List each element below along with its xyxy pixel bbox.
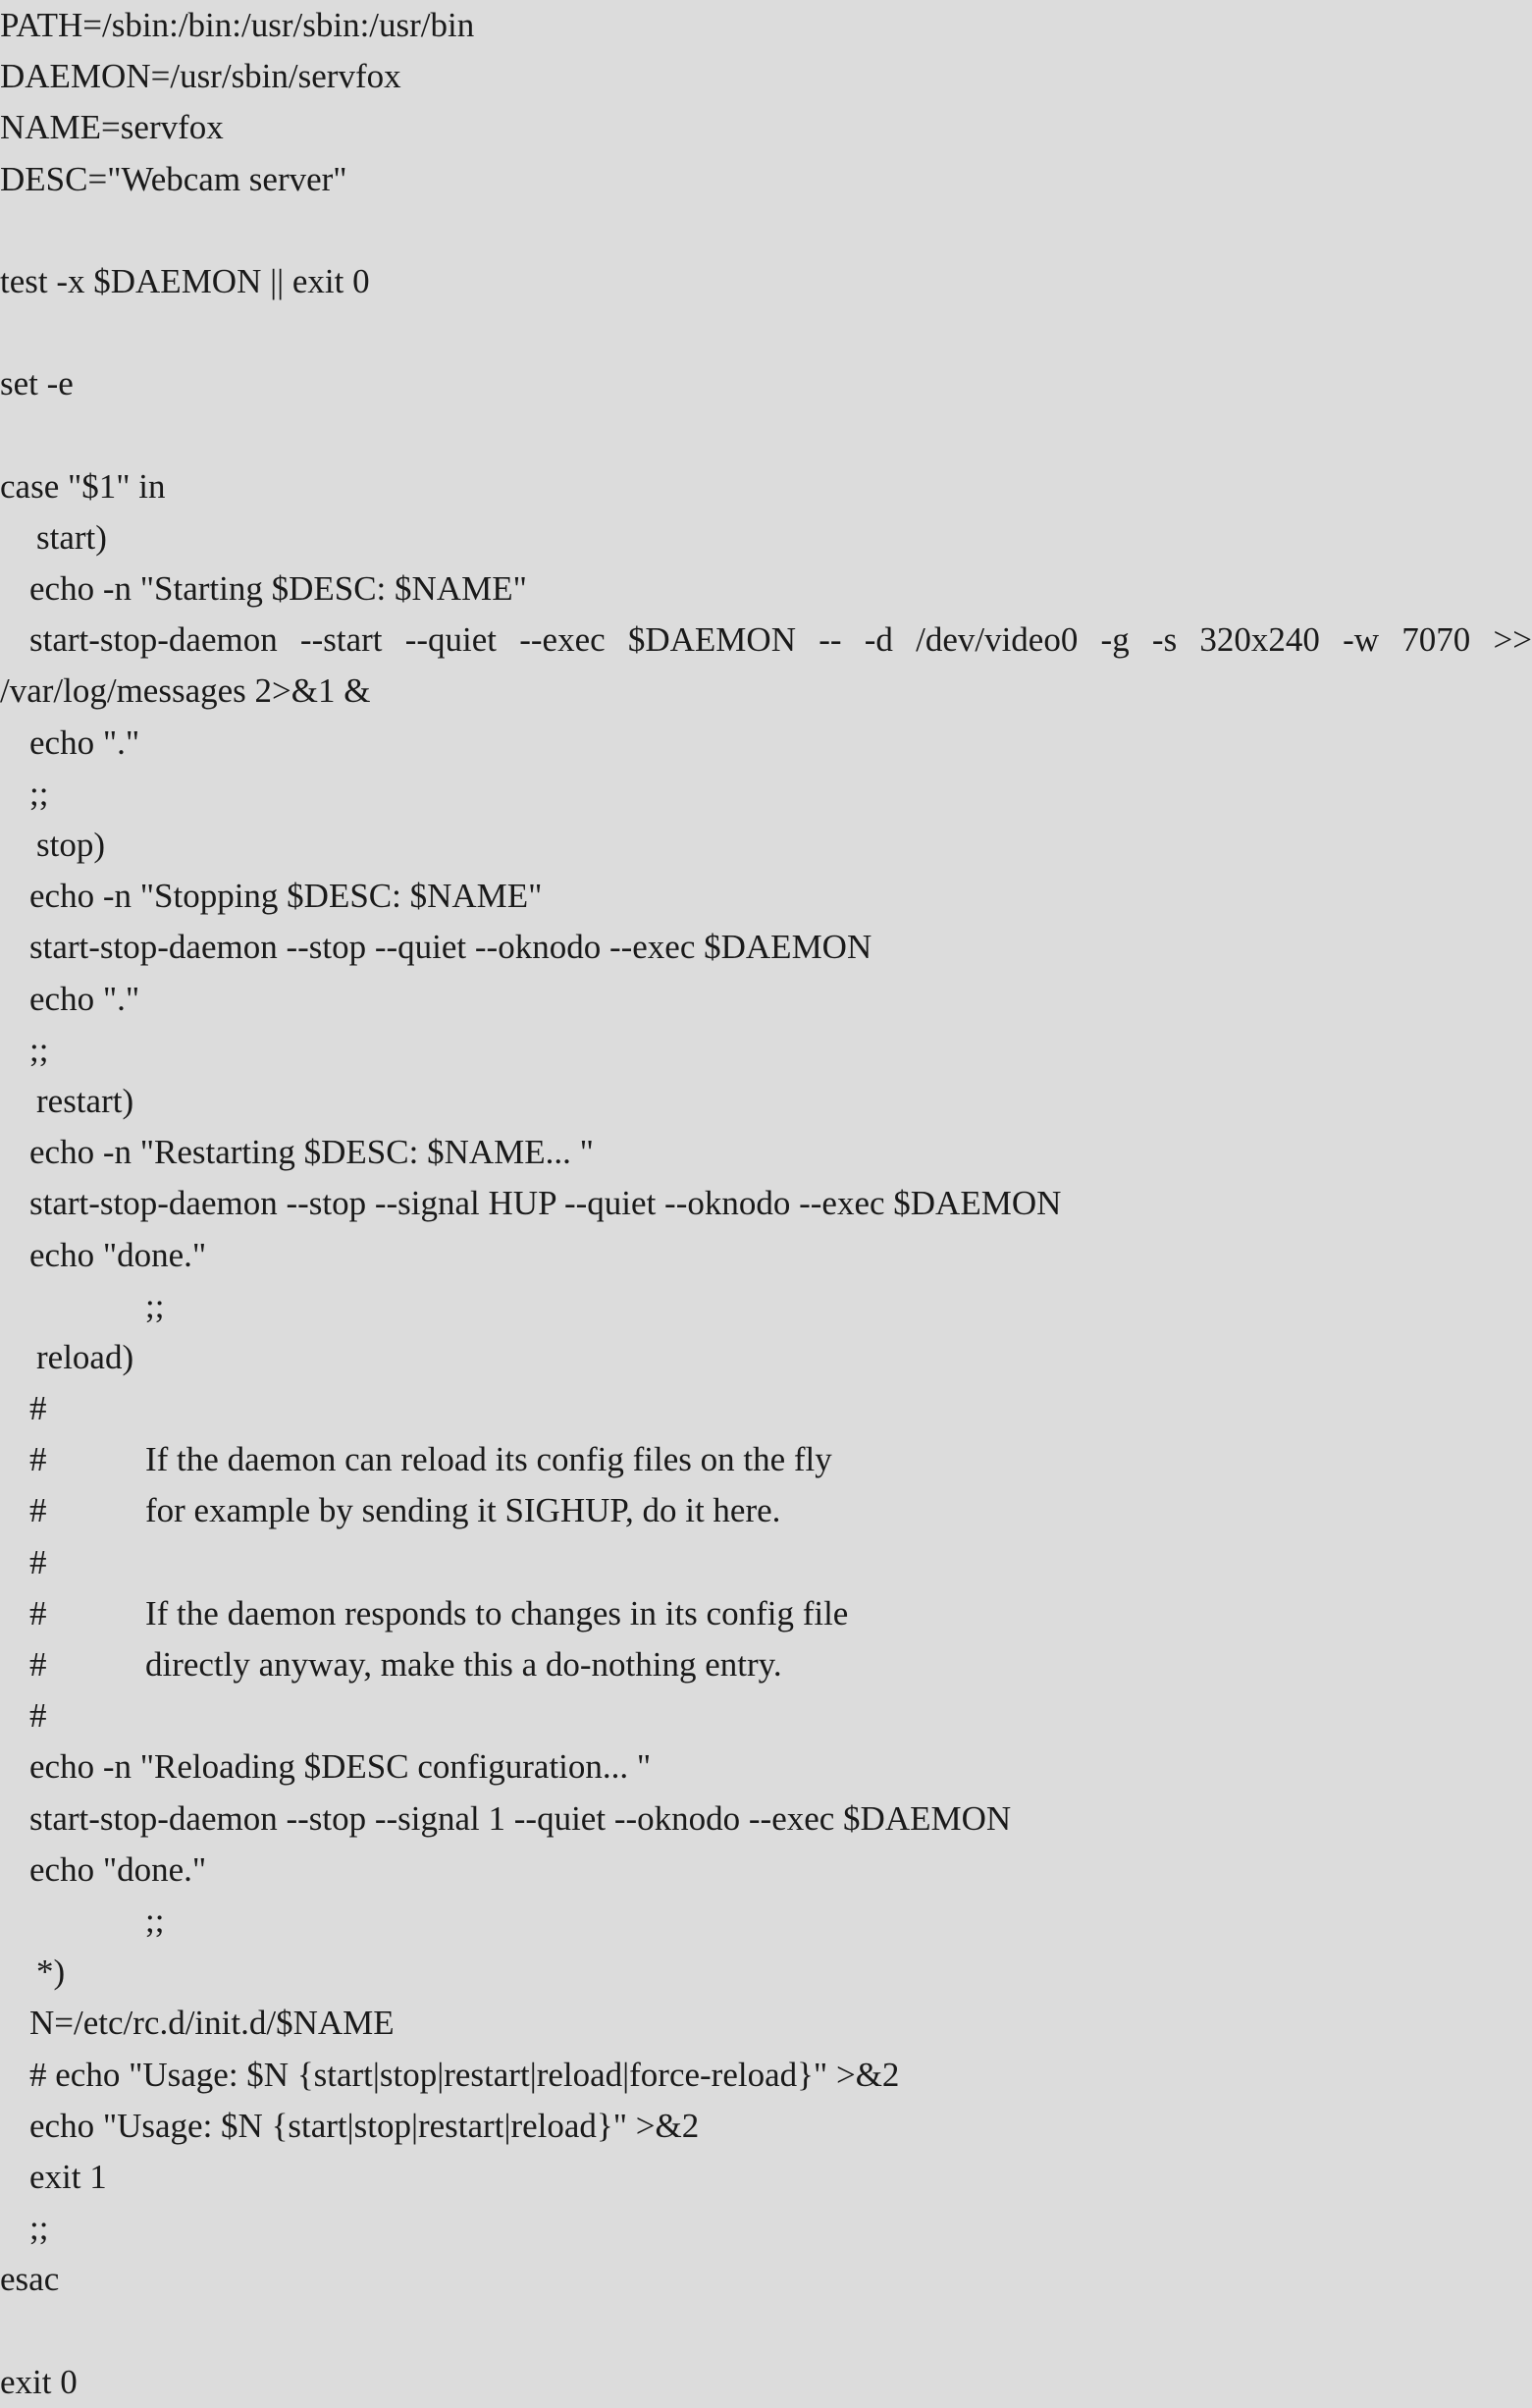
code-line-text: echo -n "Stopping $DESC: $NAME" <box>29 877 543 916</box>
code-line-text: # <box>29 1440 47 1479</box>
code-line-text: exit 0 <box>0 2362 78 2401</box>
code-comment-text: directly anyway, make this a do-nothing entry. <box>145 1645 782 1684</box>
code-line <box>0 1588 1532 1639</box>
code-line-text: echo "done." <box>29 1235 207 1274</box>
code-line-text: DAEMON=/usr/sbin/servfox <box>0 57 401 96</box>
code-line <box>0 1845 1532 1896</box>
code-line-text: *) <box>36 1953 66 1992</box>
code-line <box>0 2050 1532 2101</box>
code-line <box>0 2305 1532 2356</box>
code-line <box>0 871 1532 922</box>
code-line <box>0 1383 1532 1434</box>
code-line-text: # <box>29 1696 47 1736</box>
code-line-text: start-stop-daemon --start --quiet --exec $DAEMON -- -d /dev/video0 -g -s 320x240 -w 7070 >> <box>29 620 1532 660</box>
code-line <box>0 0 1532 51</box>
code-line <box>0 410 1532 461</box>
code-line-text: NAME=servfox <box>0 108 224 147</box>
code-line-text: echo -n "Starting $DESC: $NAME" <box>29 569 527 609</box>
code-line <box>0 2101 1532 2152</box>
code-line <box>0 769 1532 820</box>
code-line-text: DESC="Webcam server" <box>0 159 347 198</box>
code-line <box>0 2152 1532 2203</box>
code-line <box>0 922 1532 973</box>
code-line <box>0 1793 1532 1845</box>
code-line <box>0 1178 1532 1229</box>
code-line-text: case "$1" in <box>0 466 166 506</box>
code-line <box>0 615 1532 666</box>
code-line-text: start-stop-daemon --stop --quiet --oknodo --exec $DAEMON <box>29 928 872 967</box>
code-line <box>0 102 1532 153</box>
code-line-text: echo "." <box>29 979 140 1018</box>
code-line-text: # echo "Usage: $N {start|stop|restart|reload|force-reload}" >&2 <box>29 2055 900 2094</box>
code-line-text: N=/etc/rc.d/init.d/$NAME <box>29 2004 395 2043</box>
code-line-text: echo -n "Restarting $DESC: $NAME... " <box>29 1133 594 1172</box>
code-comment-text: If the daemon can reload its config files on the fly <box>145 1440 832 1479</box>
code-line <box>0 461 1532 512</box>
code-line-text: # <box>29 1389 47 1428</box>
code-line <box>0 51 1532 102</box>
code-line <box>0 205 1532 256</box>
code-line-text: exit 1 <box>29 2157 107 2196</box>
code-line <box>0 512 1532 563</box>
code-line-text: # <box>29 1542 47 1581</box>
code-line <box>0 1639 1532 1690</box>
code-line-text: # <box>29 1593 47 1632</box>
code-line-text: start-stop-daemon --stop --signal HUP --quiet --oknodo --exec $DAEMON <box>29 1184 1062 1223</box>
code-line-text: start) <box>36 517 107 557</box>
code-line <box>0 1947 1532 1998</box>
code-line <box>0 1690 1532 1741</box>
code-line-text: start-stop-daemon --stop --signal 1 --quiet --oknodo --exec $DAEMON <box>29 1798 1012 1838</box>
code-line-text: reload) <box>36 1337 134 1376</box>
code-line-text: echo "Usage: $N {start|stop|restart|reload}" >&2 <box>29 2106 700 2145</box>
code-line-text: ;; <box>145 1286 165 1325</box>
code-line-text: /var/log/messages 2>&1 & <box>0 671 371 711</box>
code-comment-text: for example by sending it SIGHUP, do it here. <box>145 1491 781 1530</box>
code-line <box>0 1998 1532 2049</box>
code-line <box>0 1281 1532 1332</box>
code-line-text: esac <box>0 2260 60 2299</box>
code-line-text: test -x $DAEMON || exit 0 <box>0 261 370 300</box>
code-line <box>0 1230 1532 1281</box>
code-line <box>0 974 1532 1025</box>
code-line <box>0 154 1532 205</box>
code-line <box>0 1741 1532 1793</box>
code-line <box>0 666 1532 717</box>
code-line <box>0 2203 1532 2254</box>
code-line-text: # <box>29 1645 47 1684</box>
code-line-text: echo -n "Reloading $DESC configuration... " <box>29 1747 652 1787</box>
code-line <box>0 563 1532 615</box>
code-line-text: echo "." <box>29 722 140 762</box>
code-line-text: restart) <box>36 1081 134 1120</box>
code-line-text: PATH=/sbin:/bin:/usr/sbin:/usr/bin <box>0 6 475 44</box>
code-line <box>0 1127 1532 1178</box>
code-line <box>0 2254 1532 2305</box>
code-line <box>0 1076 1532 1127</box>
code-line <box>0 1332 1532 1383</box>
code-line-text: stop) <box>36 826 105 864</box>
code-line <box>0 358 1532 409</box>
code-line-text: set -e <box>0 364 74 403</box>
code-line-text: echo "done." <box>29 1849 207 1889</box>
code-line <box>0 718 1532 769</box>
code-line <box>0 1896 1532 1947</box>
code-line <box>0 1434 1532 1485</box>
code-line-text: ;; <box>145 1900 165 1940</box>
code-line <box>0 1537 1532 1588</box>
code-comment-text: If the daemon responds to changes in its config file <box>145 1593 849 1632</box>
code-line-text: # <box>29 1491 47 1530</box>
code-line-text: ;; <box>29 2209 49 2248</box>
code-line-text: ;; <box>29 1030 49 1069</box>
code-line <box>0 256 1532 307</box>
code-line-text: ;; <box>29 774 49 813</box>
code-line <box>0 1485 1532 1536</box>
code-line <box>0 1025 1532 1076</box>
code-line <box>0 820 1532 871</box>
code-line <box>0 307 1532 358</box>
